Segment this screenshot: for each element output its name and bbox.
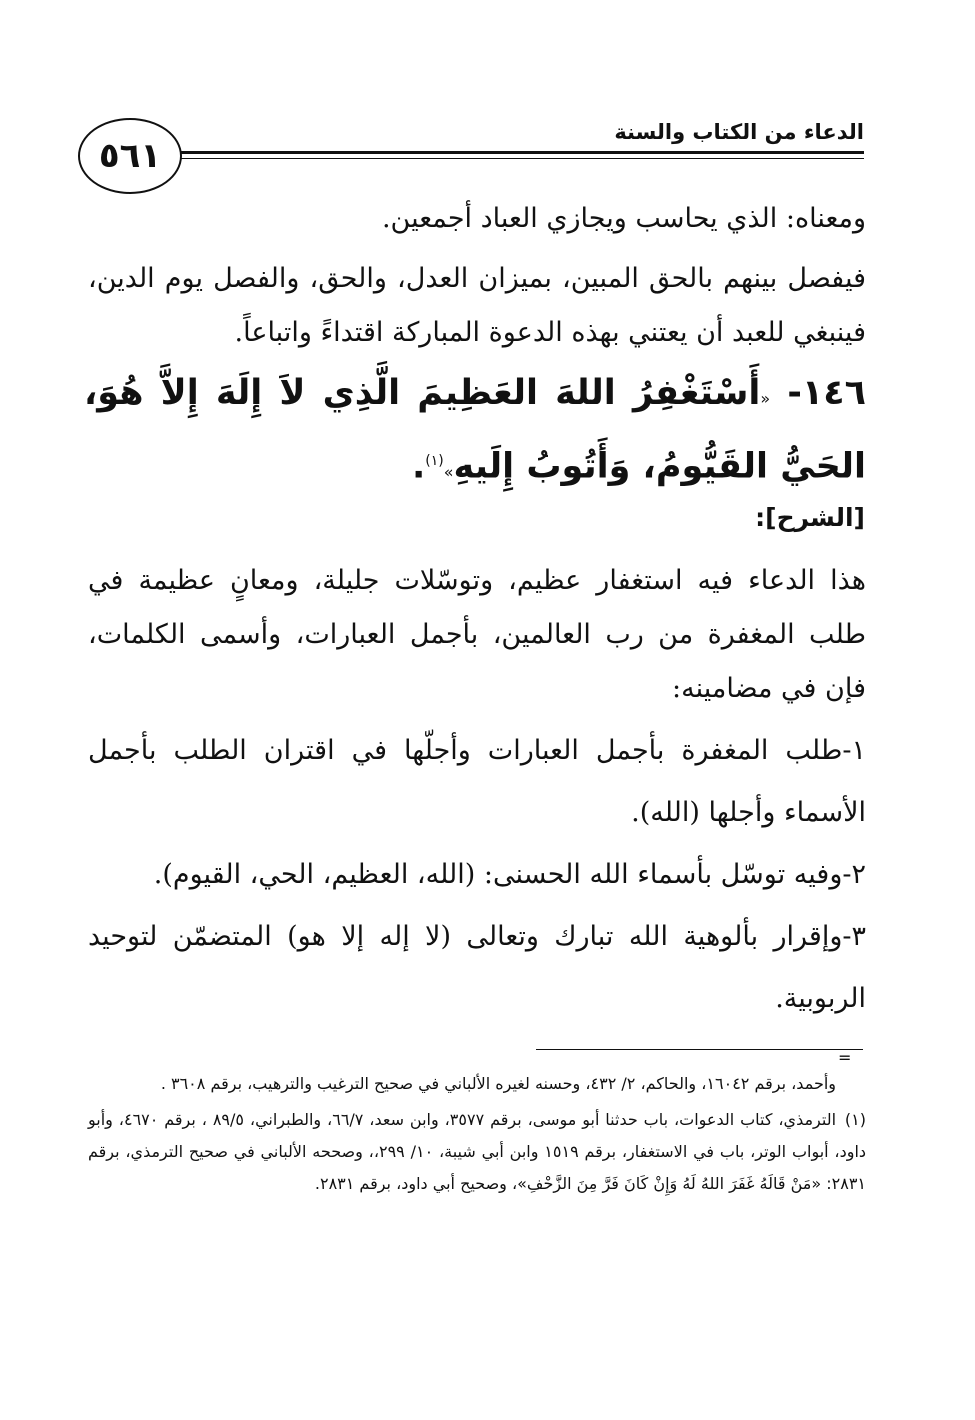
footnote-continued: وأحمد، برقم ١٦٠٤٢، والحاكم، ٢/ ٤٣٢، وحسنه لغيره الألباني في صحيح الترغيب والترهيب، برقم ٣٦٠٨ .: [160, 1074, 836, 1093]
footnote-continuation-mark: =: [838, 1048, 852, 1067]
paragraph-1: [88, 192, 866, 246]
list-item: ١-طلب المغفرة بأجمل العبارات وأجلّها في اقتران الطلب بأجمل الأسماء وأجلها (الله).: [88, 735, 866, 828]
header-rule: [180, 151, 864, 154]
hadith-block: [84, 362, 866, 504]
paragraph-3: [88, 554, 866, 716]
paragraph-text: هذا الدعاء فيه استغفار عظيم، وتوسّلات جليلة، ومعانٍ عظيمة في طلب المغفرة من رب العالمين، بأجمل العبارات، وأسمى الكلمات، فإن في مضامينه:: [88, 565, 866, 704]
sharh-heading: [الشرح]:: [755, 503, 865, 532]
footnote-1: [88, 1104, 866, 1200]
list-item: ٢-وفيه توسّل بأسماء الله الحسنى: (الله، العظيم، الحي، القيوم).: [153, 859, 866, 890]
footnotes: [88, 1068, 866, 1204]
page-number: ٥٦١: [98, 136, 162, 176]
paragraph-text: فيفصل بينهم بالحق المبين، بميزان العدل، والحق، والفصل يوم الدين، فينبغي للعبد أن يعتني بهذه الدعوة المباركة اقتداءً واتباعاً.: [88, 263, 866, 348]
footnote-separator: [536, 1049, 863, 1050]
footnote-text: الترمذي، كتاب الدعوات، باب حدثنا أبو موسى، برقم ٣٥٧٧، وابن سعد، ٦٦/٧، والطبراني، ٨٩/٥ ، برقم ٤٦٧٠، وأبو داود، أبواب الوتر، باب في الاستغفار، برقم ١٥١٩ وابن أبي شيبة، ١٠/ ٢٩٩،، وصححه الألباني في صحيح الترمذي، برقم ٢٨٣١: «مَنْ قَالَهُ غَفَرَ اللهُ لَهُ وَإِنْ كَانَ فَرَّ مِنَ الزَّحْفِ»، وصحيح أبي داود، برقم ٢٨٣١.: [88, 1110, 867, 1193]
page-number-oval: [78, 118, 182, 194]
hadith-number: ١٤٦-: [787, 373, 866, 413]
points-list: [88, 720, 866, 1030]
hadith-text: أَسْتَغْفِرُ اللهَ العَظِيمَ الَّذِي لاَ إِلَهَ إِلاَّ هُوَ، الحَيُّ القَيُّومُ، وَأَتُوبُ إِلَيهِ: [84, 373, 866, 487]
footnote-number: (١): [844, 1110, 867, 1129]
paragraph-2: [88, 252, 866, 360]
header-rule-thin: [180, 158, 864, 159]
page-header: [78, 118, 864, 196]
hadith-close-quote: »: [443, 462, 454, 482]
running-title: الدعاء من الكتاب والسنة: [614, 120, 864, 144]
hadith-end: .: [411, 446, 426, 487]
paragraph-text: ومعناه: الذي يحاسب ويجازي العباد أجمعين.: [381, 203, 866, 234]
list-item: ٣-وإقرار بألوهية الله تبارك وتعالى (لا إله إلا هو) المتضمّن لتوحيد الربوبية.: [88, 921, 866, 1014]
hadith-open-quote: «: [760, 389, 771, 408]
footnote-ref[interactable]: (١): [425, 453, 444, 469]
